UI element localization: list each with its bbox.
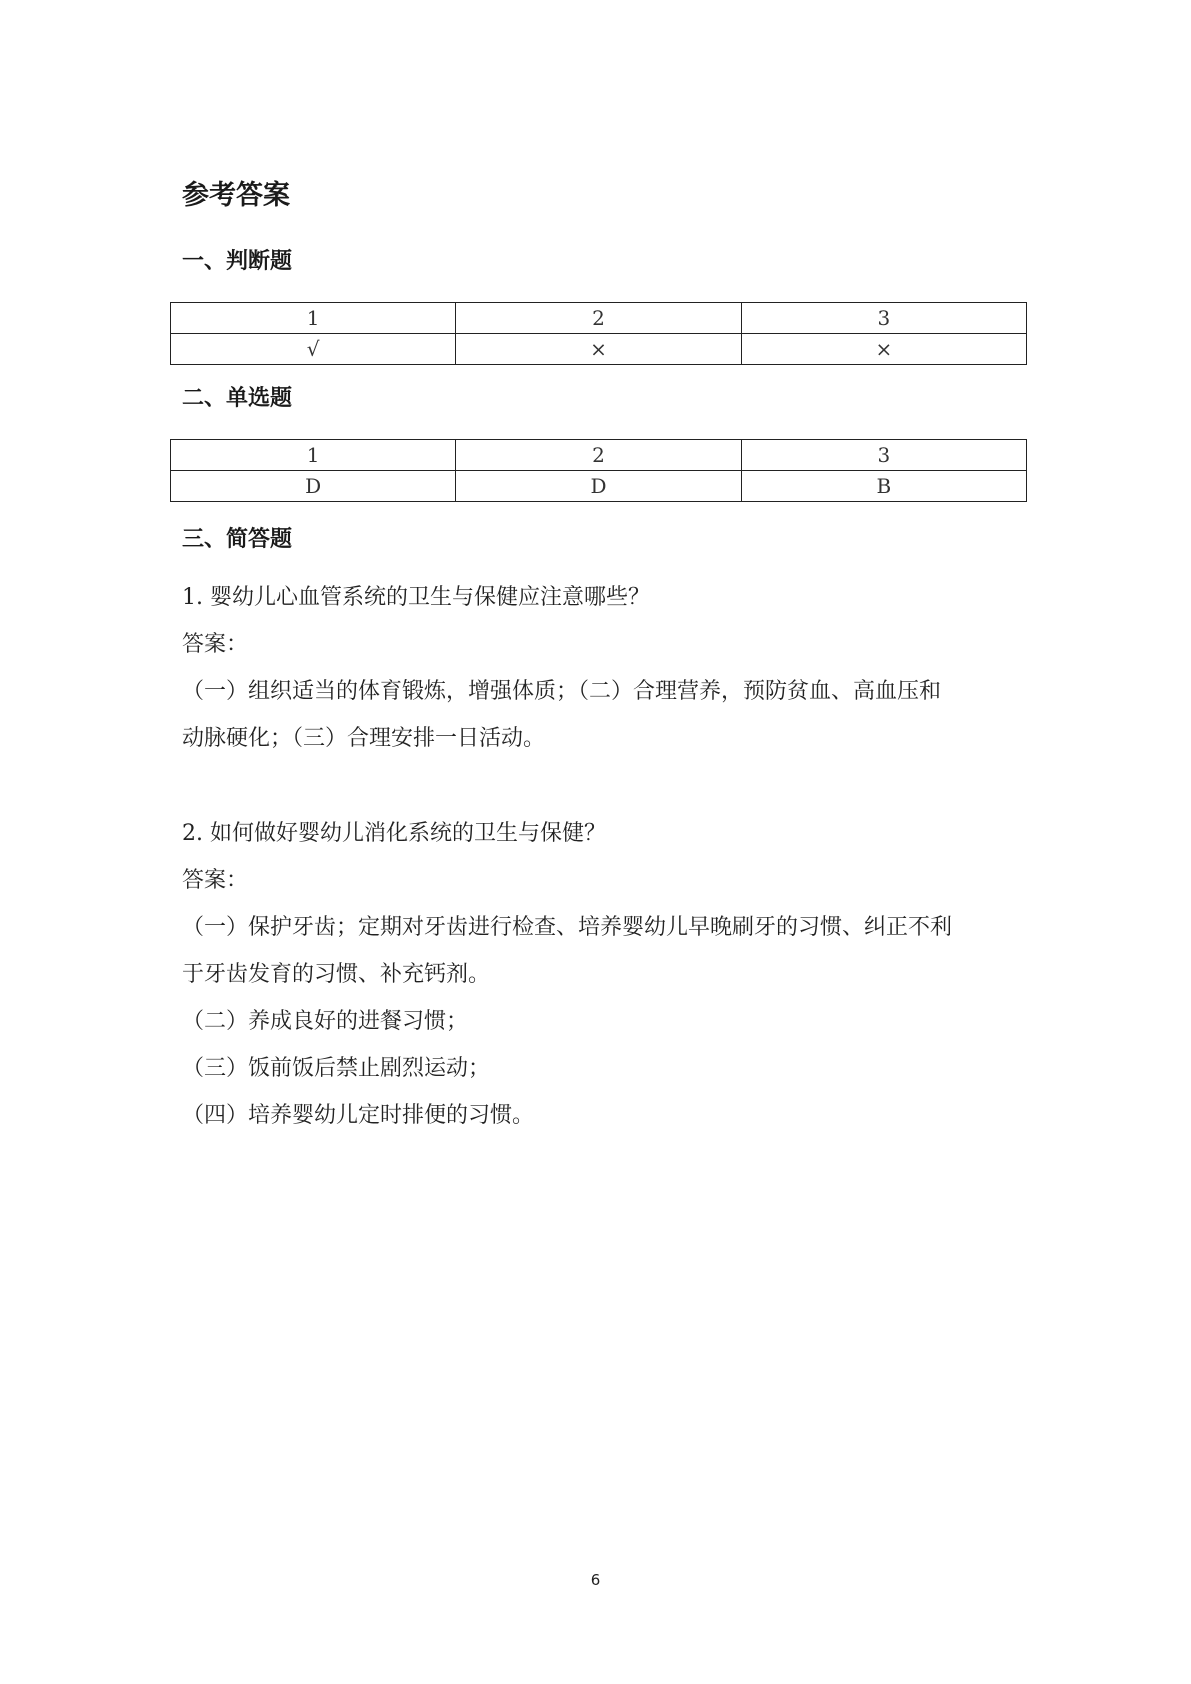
single-choice-answer-table <box>170 439 1027 502</box>
table-header-row <box>171 440 1027 471</box>
answer-line: （二）养成良好的进餐习惯； <box>182 1009 469 1034</box>
table-answer-row <box>171 471 1027 502</box>
table-cell-question-number: 3 <box>741 440 1026 471</box>
answer-line: （一）保护牙齿；定期对牙齿进行检查、培养婴幼儿早晚刷牙的习惯、纠正不利 <box>182 915 953 940</box>
page-number: 6 <box>590 1571 601 1589</box>
table-cell-answer: × <box>741 334 1026 365</box>
table-cell-answer: D <box>456 471 741 502</box>
question-text: 2. 如何做好婴幼儿消化系统的卫生与保健？ <box>182 821 606 846</box>
table-cell-answer: B <box>741 471 1026 502</box>
table-cell-answer: × <box>456 334 741 365</box>
answer-line: （四）培养婴幼儿定时排便的习惯。 <box>182 1103 535 1128</box>
answer-line: 于牙齿发育的习惯、补充钙剂。 <box>182 962 491 987</box>
table-cell-question-number: 1 <box>171 440 456 471</box>
answer-label: 答案： <box>182 632 249 657</box>
section-heading-true-false: 一、判断题 <box>182 249 293 274</box>
table-cell-question-number: 1 <box>171 303 456 334</box>
table-cell-question-number: 2 <box>456 440 741 471</box>
table-cell-answer: D <box>171 471 456 502</box>
answer-line: （三）饭前饭后禁止剧烈运动； <box>182 1056 491 1081</box>
table-cell-question-number: 3 <box>741 303 1026 334</box>
table-cell-question-number: 2 <box>456 303 741 334</box>
true-false-answer-table <box>170 302 1027 365</box>
page-title: 参考答案 <box>182 180 290 211</box>
table-cell-answer: √ <box>171 334 456 365</box>
answer-line: 动脉硬化；（三）合理安排一日活动。 <box>182 726 546 751</box>
answer-label: 答案： <box>182 868 249 893</box>
section-heading-single-choice: 二、单选题 <box>182 386 293 411</box>
question-text: 1. 婴幼儿心血管系统的卫生与保健应注意哪些？ <box>182 585 650 610</box>
section-heading-short-answer: 三、简答题 <box>182 527 293 552</box>
table-header-row <box>171 303 1027 334</box>
answer-line: （一）组织适当的体育锻炼，增强体质；（二）合理营养，预防贫血、高血压和 <box>182 679 942 704</box>
table-answer-row <box>171 334 1027 365</box>
